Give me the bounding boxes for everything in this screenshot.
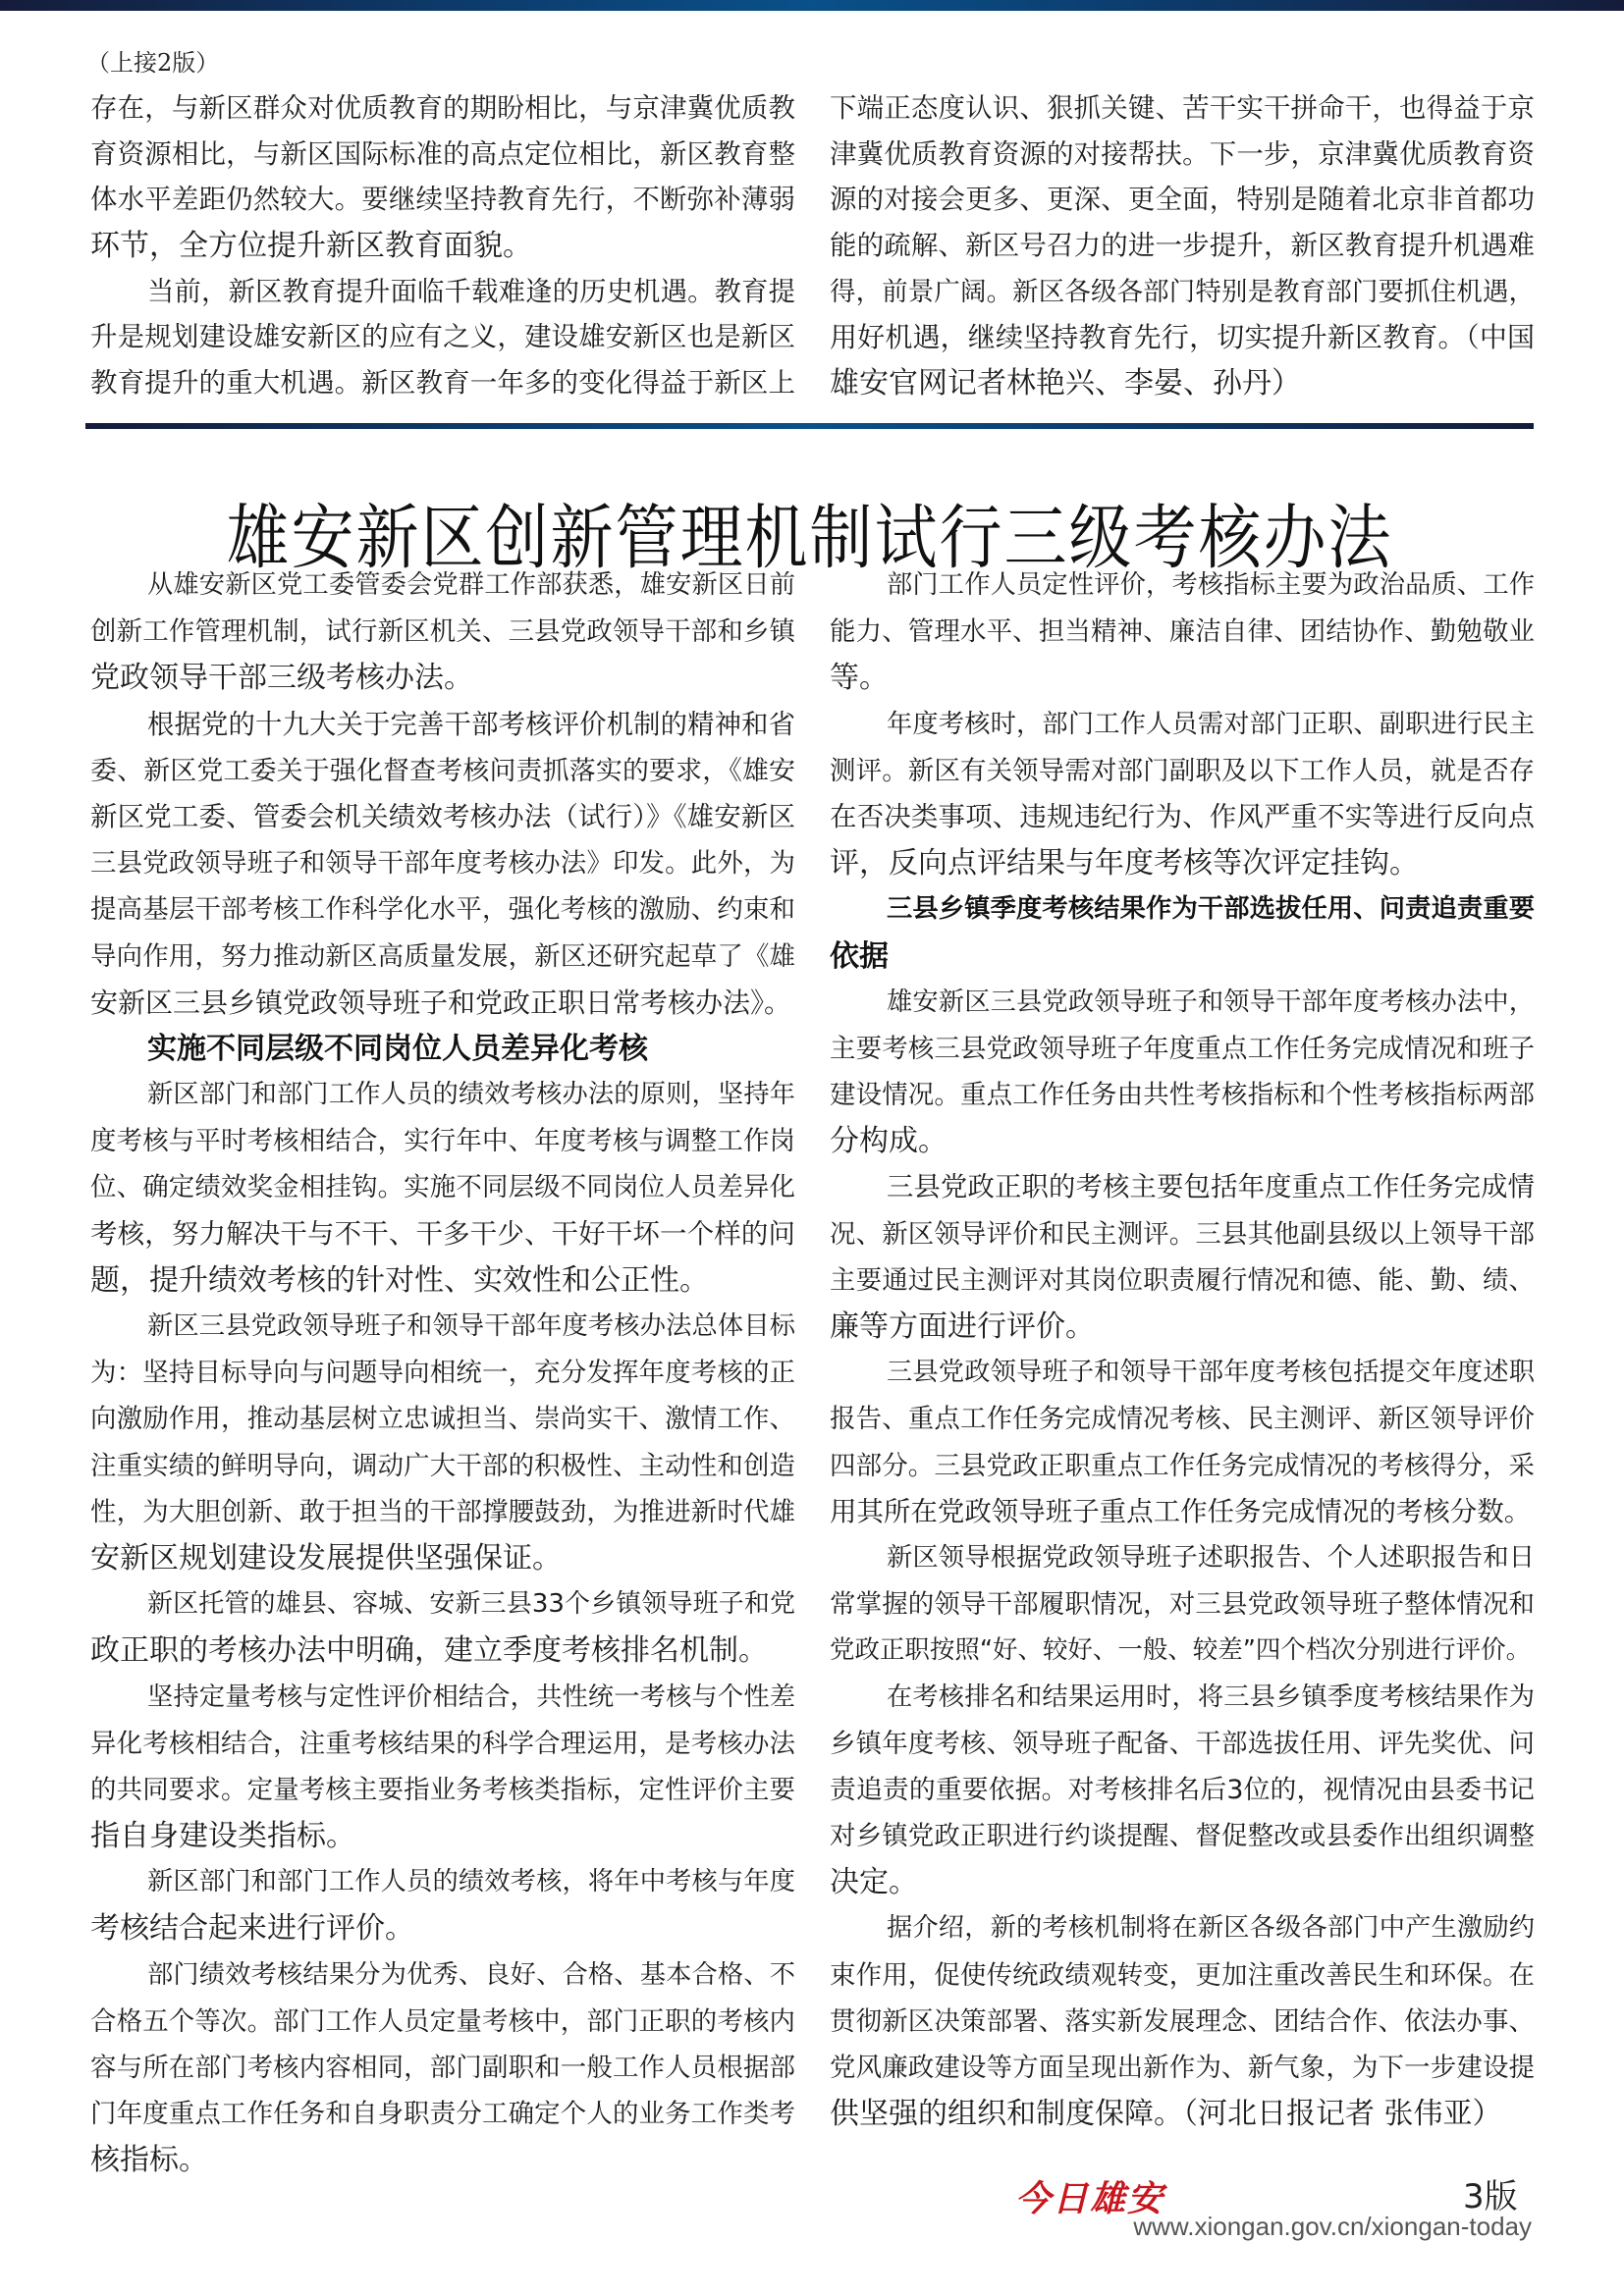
text-line: 环节，全方位提升新区教育面貌。 bbox=[90, 229, 532, 264]
text-line: 等。 bbox=[830, 661, 889, 696]
section-subheading-line: 依据 bbox=[830, 938, 889, 974]
text-line: 门年度重点工作任务和自身职责分工确定个人的业务工作类考 bbox=[90, 2099, 795, 2130]
text-line: 考核，努力解决干与不干、干多干少、干好干坏一个样的问 bbox=[90, 1218, 795, 1250]
text-line: 政正职的考核办法中明确，建立季度考核排名机制。 bbox=[90, 1633, 768, 1669]
text-line: 在考核排名和结果运用时，将三县乡镇季度考核结果作为 bbox=[887, 1682, 1535, 1712]
text-line: 向激励作用，推动基层树立忠诚担当、崇尚实干、激情工作、 bbox=[90, 1404, 795, 1435]
text-line: 安新区规划建设发展提供坚强保证。 bbox=[90, 1540, 562, 1575]
text-line: 供坚强的组织和制度保障。（河北日报记者 张伟亚） bbox=[830, 2097, 1502, 2132]
text-line: 束作用，促使传统政绩观转变，更加注重改善民生和环保。在 bbox=[830, 1959, 1535, 1991]
publication-url[interactable]: www.xiongan.gov.cn/xiongan-today bbox=[1133, 2212, 1532, 2241]
top-banner-bar bbox=[0, 0, 1624, 11]
text-line: 源的对接会更多、更深、更全面，特别是随着北京非首都功 bbox=[830, 185, 1535, 216]
text-line: 主要通过民主测评对其岗位职责履行情况和德、能、勤、绩、 bbox=[830, 1264, 1535, 1296]
text-line: 建设情况。重点工作任务由共性考核指标和个性考核指标两部 bbox=[830, 1080, 1535, 1111]
text-line: 导向作用，努力推动新区高质量发展，新区还研究起草了《雄 bbox=[90, 940, 795, 972]
text-line: 存在，与新区群众对优质教育的期盼相比，与京津冀优质教 bbox=[90, 93, 795, 124]
text-line: 坚持定量考核与定性评价相结合，共性统一考核与个性差 bbox=[147, 1682, 795, 1712]
text-line: 部门工作人员定性评价，考核指标主要为政治品质、工作 bbox=[887, 570, 1535, 600]
text-line: 党风廉政建设等方面呈现出新作为、新气象，为下一步建设提 bbox=[830, 2053, 1535, 2083]
text-line: 指自身建设类指标。 bbox=[90, 1819, 355, 1854]
text-line: 雄安新区三县党政领导班子和领导干部年度考核办法中， bbox=[887, 987, 1535, 1017]
text-line: 从雄安新区党工委管委会党群工作部获悉，雄安新区日前 bbox=[147, 570, 795, 600]
continued-article-right-column bbox=[830, 86, 1535, 407]
section-subheading-line: 实施不同层级不同岗位人员差异化考核 bbox=[147, 1031, 648, 1066]
text-line: 注重实绩的鲜明导向，调动广大干部的积极性、主动性和创造 bbox=[90, 1450, 795, 1481]
text-line: 常掌握的领导干部履职情况，对三县党政领导班子整体情况和 bbox=[830, 1589, 1535, 1621]
text-line: 三县党政正职的考核主要包括年度重点工作任务完成情 bbox=[887, 1172, 1535, 1203]
text-line: 测评。新区有关领导需对部门副职及以下工作人员，就是否存 bbox=[830, 755, 1535, 786]
publication-logo: 今日雄安 bbox=[1015, 2178, 1165, 2219]
page-edition-number: 3版 bbox=[1463, 2177, 1518, 2216]
text-line: 贯彻新区决策部署、落实新发展理念、团结合作、依法办事、 bbox=[830, 2005, 1535, 2037]
text-line: 度考核与平时考核相结合，实行年中、年度考核与调整工作岗 bbox=[90, 1126, 795, 1157]
text-line: 部门绩效考核结果分为优秀、良好、合格、基本合格、不 bbox=[147, 1959, 795, 1990]
text-line: 廉等方面进行评价。 bbox=[830, 1309, 1095, 1344]
continued-article-left-column bbox=[90, 86, 795, 407]
text-line: 体水平差距仍然较大。要继续坚持教育先行，不断弥补薄弱 bbox=[90, 185, 795, 216]
text-line: 位、确定绩效奖金相挂钩。实施不同层级不同岗位人员差异化 bbox=[90, 1172, 795, 1203]
text-line: 新区托管的雄县、容城、安新三县33个乡镇领导班子和党 bbox=[147, 1589, 795, 1620]
text-line: 三县党政领导班子和领导干部年度考核包括提交年度述职 bbox=[887, 1358, 1535, 1388]
text-line: 况、新区领导评价和民主测评。三县其他副县级以上领导干部 bbox=[830, 1218, 1535, 1250]
text-line: 乡镇年度考核、领导班子配备、干部选拔任用、评先奖优、问 bbox=[830, 1728, 1535, 1759]
text-line: 创新工作管理机制，试行新区机关、三县党政领导干部和乡镇 bbox=[90, 616, 795, 648]
text-line: 合格五个等次。部门工作人员定量考核中，部门正职的考核内 bbox=[90, 2005, 795, 2037]
text-line: 党政正职按照“好、较好、一般、较差”四个档次分别进行评价。 bbox=[830, 1635, 1532, 1666]
text-line: 主要考核三县党政领导班子年度重点工作任务完成情况和班子 bbox=[830, 1033, 1535, 1064]
text-line: 对乡镇党政正职进行约谈提醒、督促整改或县委作出组织调整 bbox=[830, 1821, 1535, 1852]
text-line: 在否决类事项、违规违纪行为、作风严重不实等进行反向点 bbox=[830, 801, 1535, 832]
text-line: 分构成。 bbox=[830, 1124, 947, 1159]
text-line: 核指标。 bbox=[90, 2143, 208, 2178]
text-line: 年度考核时，部门工作人员需对部门正职、副职进行民主 bbox=[887, 709, 1535, 739]
text-line: 三县党政领导班子和领导干部年度考核办法》印发。此外，为 bbox=[90, 848, 795, 880]
text-line: 能的疏解、新区号召力的进一步提升，新区教育提升机遇难 bbox=[830, 231, 1535, 262]
section-divider bbox=[85, 423, 1534, 429]
article-right-column bbox=[830, 562, 1535, 2137]
text-line: 升是规划建设雄安新区的应有之义，建设雄安新区也是新区 bbox=[90, 322, 795, 353]
text-line: 安新区三县乡镇党政领导班子和党政正职日常考核办法》。 bbox=[90, 986, 791, 1019]
text-line: 异化考核相结合，注重考核结果的科学合理运用，是考核办法 bbox=[90, 1728, 795, 1759]
text-line: 评，反向点评结果与年度考核等次评定挂钩。 bbox=[830, 846, 1419, 881]
text-line: 据介绍，新的考核机制将在新区各级各部门中产生激励约 bbox=[887, 1913, 1535, 1944]
article-left-column bbox=[90, 562, 795, 2184]
text-line: 用好机遇，继续坚持教育先行，切实提升新区教育。（中国 bbox=[830, 321, 1535, 354]
text-line: 新区党工委、管委会机关绩效考核办法（试行）》《雄安新区 bbox=[90, 801, 795, 832]
text-line: 考核结合起来进行评价。 bbox=[90, 1911, 414, 1947]
text-line: 新区领导根据党政领导班子述职报告、个人述职报告和日 bbox=[887, 1542, 1535, 1573]
text-line: 四部分。三县党政正职重点工作任务完成情况的考核得分，采 bbox=[830, 1450, 1535, 1481]
text-line: 下端正态度认识、狠抓关键、苦干实干拼命干，也得益于京 bbox=[830, 93, 1535, 124]
text-line: 报告、重点工作任务完成情况考核、民主测评、新区领导评价 bbox=[830, 1404, 1535, 1435]
text-line: 当前，新区教育提升面临千载难逢的历史机遇。教育提 bbox=[147, 276, 795, 307]
article-headline: 雄安新区创新管理机制试行三级考核办法 bbox=[226, 498, 1393, 580]
text-line: 得，前景广阔。新区各级各部门特别是教育部门要抓住机遇， bbox=[830, 276, 1535, 307]
text-line: 育资源相比，与新区国际标准的高点定位相比，新区教育整 bbox=[90, 138, 795, 170]
text-line: 新区三县党政领导班子和领导干部年度考核办法总体目标 bbox=[147, 1311, 795, 1341]
text-line: 新区部门和部门工作人员的绩效考核办法的原则，坚持年 bbox=[147, 1080, 795, 1110]
text-line: 性，为大胆创新、敢于担当的干部撑腰鼓劲，为推进新时代雄 bbox=[90, 1496, 795, 1527]
continued-from-label: （上接2版） bbox=[86, 49, 220, 77]
text-line: 能力、管理水平、担当精神、廉洁自律、团结协作、勤勉敬业 bbox=[830, 616, 1535, 648]
text-line: 题，提升绩效考核的针对性、实效性和公正性。 bbox=[90, 1262, 709, 1298]
text-line: 雄安官网记者林艳兴、李晏、孙丹） bbox=[830, 366, 1301, 401]
text-line: 的共同要求。定量考核主要指业务考核类指标，定性评价主要 bbox=[90, 1774, 795, 1805]
section-subheading-line: 三县乡镇季度考核结果作为干部选拔任用、问责追责重要 bbox=[887, 894, 1535, 925]
text-line: 教育提升的重大机遇。新区教育一年多的变化得益于新区上 bbox=[90, 368, 795, 400]
text-line: 津冀优质教育资源的对接帮扶。下一步，京津冀优质教育资 bbox=[830, 138, 1535, 170]
text-line: 决定。 bbox=[830, 1865, 918, 1900]
text-line: 党政领导干部三级考核办法。 bbox=[90, 661, 473, 696]
text-line: 用其所在党政领导班子重点工作任务完成情况的考核分数。 bbox=[830, 1496, 1532, 1527]
text-line: 容与所在部门考核内容相同，部门副职和一般工作人员根据部 bbox=[90, 2053, 795, 2083]
text-line: 根据党的十九大关于完善干部考核评价机制的精神和省 bbox=[147, 709, 795, 740]
text-line: 提高基层干部考核工作科学化水平，强化考核的激励、约束和 bbox=[90, 894, 795, 926]
text-line: 委、新区党工委关于强化督查考核问责抓落实的要求，《雄安 bbox=[90, 755, 795, 786]
text-line: 责追责的重要依据。对考核排名后3位的，视情况由县委书记 bbox=[830, 1774, 1535, 1805]
text-line: 新区部门和部门工作人员的绩效考核，将年中考核与年度 bbox=[147, 1867, 795, 1897]
text-line: 为：坚持目标导向与问题导向相统一，充分发挥年度考核的正 bbox=[90, 1358, 795, 1389]
